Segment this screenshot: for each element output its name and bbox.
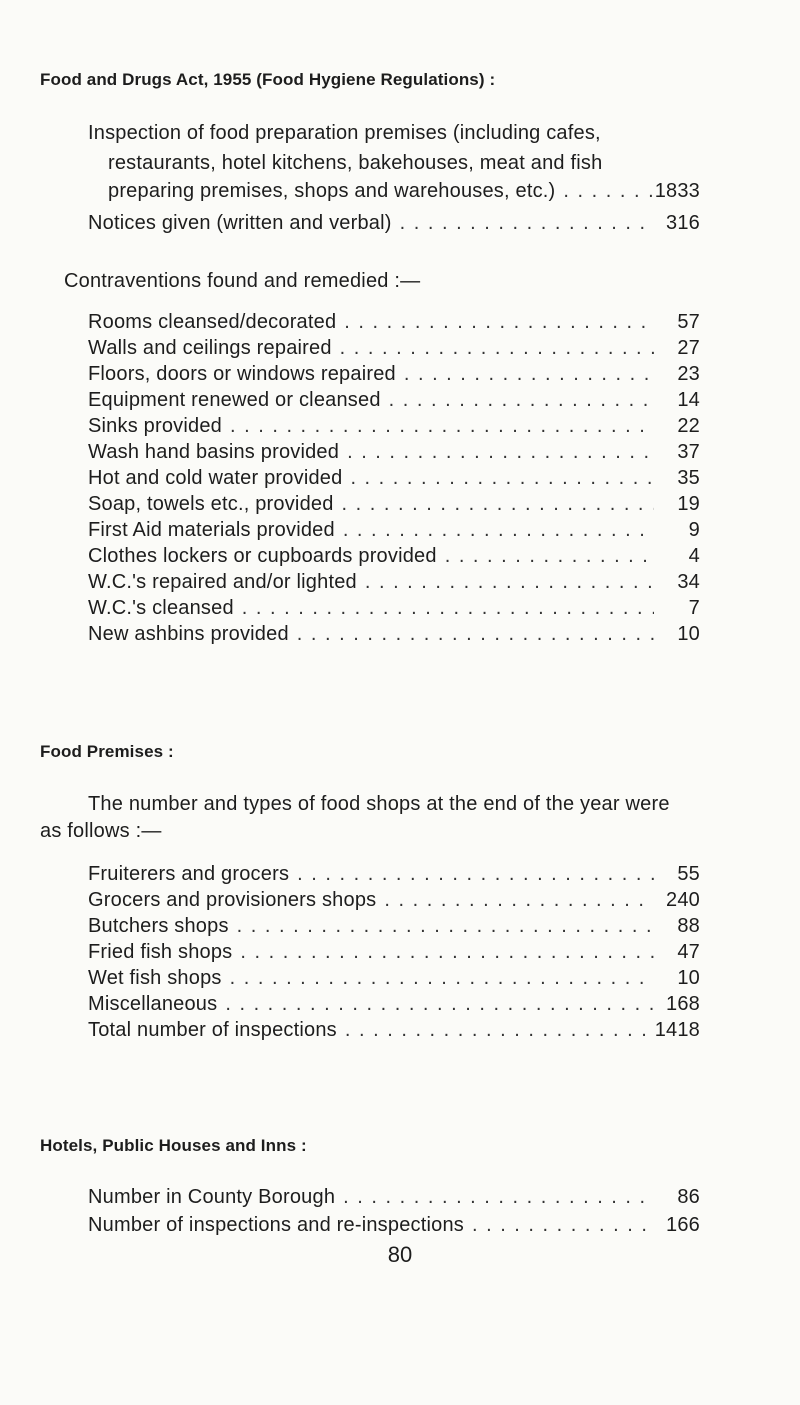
contravention-row xyxy=(88,571,700,597)
item-label: Soap, towels etc., provided xyxy=(88,493,334,515)
dot-leader xyxy=(289,863,654,886)
dot-leader xyxy=(222,415,654,438)
dot-leader xyxy=(217,993,654,1016)
dot-leader xyxy=(464,1214,654,1237)
inspection-value: 1833 xyxy=(654,180,700,202)
shop-row xyxy=(88,889,700,915)
item-label: Butchers shops xyxy=(88,915,229,937)
contravention-row xyxy=(88,519,700,545)
section-title-hotels: Hotels, Public Houses and Inns : xyxy=(40,1136,307,1155)
item-value: 4 xyxy=(688,545,700,567)
shop-row xyxy=(88,967,700,993)
dot-leader xyxy=(334,493,654,516)
item-value: 22 xyxy=(677,415,700,437)
item-label: W.C.'s repaired and/or lighted xyxy=(88,571,357,593)
item-label: Number in County Borough xyxy=(88,1186,336,1208)
item-label: Miscellaneous xyxy=(88,993,218,1015)
contravention-row xyxy=(88,467,700,493)
item-label: Number of inspections and re-inspections xyxy=(88,1214,464,1236)
item-label: First Aid materials provided xyxy=(88,519,335,541)
item-label: New ashbins provided xyxy=(88,623,289,645)
item-label: Rooms cleansed/decorated xyxy=(88,311,337,333)
inspection-text-line-2: restaurants, hotel kitchens, bakehouses, meat and fish xyxy=(108,152,603,174)
item-label: Wet fish shops xyxy=(88,967,222,989)
shop-row xyxy=(88,915,700,941)
contraventions-heading: Contraventions found and remedied :— xyxy=(64,270,421,292)
dot-leader xyxy=(232,941,654,964)
item-value: 86 xyxy=(677,1186,700,1208)
section-title-food-hygiene: Food and Drugs Act, 1955 (Food Hygiene Regulations) : xyxy=(40,70,496,89)
item-value: 166 xyxy=(666,1214,700,1236)
hotels-row xyxy=(88,1186,700,1212)
item-label: Walls and ceilings repaired xyxy=(88,337,332,359)
item-value: 1418 xyxy=(654,1019,700,1041)
item-label: Fried fish shops xyxy=(88,941,233,963)
inspection-text-line-1: Inspection of food preparation premises (including cafes, xyxy=(88,122,601,144)
item-value: 19 xyxy=(677,493,700,515)
dot-leader xyxy=(222,967,654,990)
contravention-row xyxy=(88,493,700,519)
dot-leader xyxy=(555,180,654,203)
inspection-text-line-3: preparing premises, shops and warehouses, etc.) xyxy=(108,180,556,202)
item-label: Sinks provided xyxy=(88,415,222,437)
contravention-row xyxy=(88,545,700,571)
shop-row xyxy=(88,993,700,1019)
item-value: 27 xyxy=(677,337,700,359)
item-value: 37 xyxy=(677,441,700,463)
item-value: 10 xyxy=(677,967,700,989)
dot-leader xyxy=(342,467,654,490)
food-premises-intro-line-2: as follows :— xyxy=(40,820,162,842)
contravention-row xyxy=(88,441,700,467)
dot-leader xyxy=(234,597,654,620)
item-value: 7 xyxy=(688,597,700,619)
item-value: 34 xyxy=(677,571,700,593)
item-value: 35 xyxy=(677,467,700,489)
dot-leader xyxy=(392,212,654,235)
dot-leader xyxy=(339,441,654,464)
item-value: 23 xyxy=(677,363,700,385)
contravention-row xyxy=(88,389,700,415)
total-inspections-row xyxy=(88,1019,700,1045)
contravention-row xyxy=(88,415,700,441)
item-label: Fruiterers and grocers xyxy=(88,863,290,885)
item-value: 55 xyxy=(677,863,700,885)
item-value: 240 xyxy=(666,889,700,911)
contravention-row xyxy=(88,623,700,649)
dot-leader xyxy=(335,1186,654,1209)
item-label: Hot and cold water provided xyxy=(88,467,343,489)
item-label: Equipment renewed or cleansed xyxy=(88,389,381,411)
hotels-row xyxy=(88,1214,700,1240)
contravention-row xyxy=(88,597,700,623)
notices-label: Notices given (written and verbal) xyxy=(88,212,392,234)
notices-row xyxy=(88,212,700,238)
page-number: 80 xyxy=(387,1242,413,1267)
section-title-food-premises: Food Premises : xyxy=(40,742,174,761)
item-label: W.C.'s cleansed xyxy=(88,597,234,619)
item-value: 9 xyxy=(688,519,700,541)
item-value: 47 xyxy=(677,941,700,963)
contravention-row xyxy=(88,337,700,363)
food-premises-intro-line-1: The number and types of food shops at the end of the year were xyxy=(88,793,670,815)
dot-leader xyxy=(357,571,654,594)
item-value: 14 xyxy=(677,389,700,411)
dot-leader xyxy=(396,363,654,386)
dot-leader xyxy=(289,623,654,646)
item-label: Total number of inspections xyxy=(88,1019,337,1041)
item-label: Wash hand basins provided xyxy=(88,441,340,463)
dot-leader xyxy=(336,311,654,334)
contravention-row xyxy=(88,363,700,389)
item-value: 88 xyxy=(677,915,700,937)
item-value: 10 xyxy=(677,623,700,645)
item-value: 168 xyxy=(666,993,700,1015)
dot-leader xyxy=(229,915,654,938)
contravention-row xyxy=(88,311,700,337)
item-label: Grocers and provisioners shops xyxy=(88,889,377,911)
shop-row xyxy=(88,941,700,967)
shop-row xyxy=(88,863,700,889)
item-label: Floors, doors or windows repaired xyxy=(88,363,396,385)
dot-leader xyxy=(335,519,654,542)
dot-leader xyxy=(332,337,654,360)
dot-leader xyxy=(337,1019,654,1042)
item-label: Clothes lockers or cupboards provided xyxy=(88,545,437,567)
dot-leader xyxy=(381,389,654,412)
dot-leader xyxy=(437,545,654,568)
dot-leader xyxy=(376,889,654,912)
inspection-row xyxy=(108,180,700,206)
notices-value: 316 xyxy=(666,212,700,234)
item-value: 57 xyxy=(677,311,700,333)
